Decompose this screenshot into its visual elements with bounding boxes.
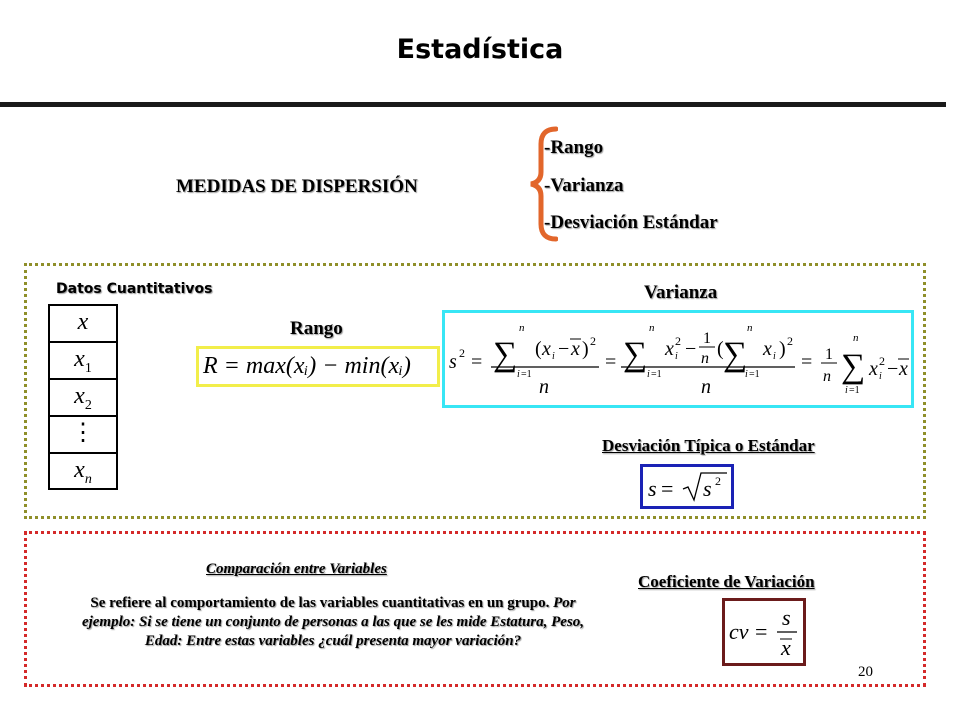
svg-text:s: s	[782, 605, 791, 630]
svg-text:=: =	[661, 476, 674, 501]
desviacion-label: Desviación Típica o Estándar	[602, 436, 815, 455]
data-cell-ellipsis: ⋮	[50, 417, 116, 454]
svg-text:n: n	[701, 376, 711, 398]
svg-text:−: −	[685, 338, 697, 360]
svg-text:=: =	[755, 619, 768, 644]
svg-text:2: 2	[459, 346, 465, 360]
svg-text:x: x	[781, 635, 791, 660]
svg-text:x: x	[542, 338, 551, 360]
svg-text:n: n	[701, 350, 709, 367]
page-number: 20	[858, 664, 873, 680]
svg-text:(: (	[535, 338, 542, 360]
varianza-formula	[442, 310, 914, 408]
svg-text:i: i	[647, 369, 650, 380]
svg-text:n: n	[649, 322, 655, 334]
svg-text:): )	[779, 338, 786, 360]
svg-text:=1: =1	[521, 369, 532, 380]
svg-text:x: x	[899, 358, 908, 380]
svg-text:n: n	[853, 332, 859, 344]
stdev-formula	[640, 464, 734, 509]
coeficiente-label: Coeficiente de Variación	[638, 572, 815, 591]
svg-text:x: x	[869, 358, 878, 380]
svg-text:=: =	[471, 351, 483, 373]
data-column	[48, 304, 118, 490]
svg-text:2: 2	[675, 334, 681, 348]
cv-equation	[725, 601, 803, 663]
svg-text:∑: ∑	[841, 348, 866, 385]
title-divider	[0, 102, 946, 107]
cv-formula	[722, 598, 806, 666]
page-title: Estadística	[396, 34, 564, 65]
svg-text:1: 1	[703, 330, 711, 347]
data-cell-x: x	[50, 306, 116, 343]
varianza-equation	[445, 313, 911, 405]
svg-text:2: 2	[590, 334, 596, 348]
svg-text:=1: =1	[849, 385, 860, 396]
svg-text:n: n	[539, 376, 549, 398]
varianza-label: Varianza	[644, 282, 718, 303]
svg-text:2: 2	[787, 334, 793, 348]
svg-text:n: n	[823, 368, 831, 385]
svg-text:1: 1	[825, 346, 833, 363]
svg-text:i: i	[745, 369, 748, 380]
svg-text:2: 2	[715, 474, 721, 488]
rango-label: Rango	[290, 318, 343, 339]
dispersion-item-rango: -Rango	[544, 137, 604, 158]
svg-text:−: −	[558, 338, 570, 360]
data-cell-x1: $x_1$	[50, 343, 116, 380]
dispersion-item-varianza: -Varianza	[544, 175, 624, 196]
svg-text:cv: cv	[729, 619, 749, 644]
data-cell-xn: $x_n$	[74, 457, 92, 487]
svg-text:x: x	[571, 338, 580, 360]
comparison-description: Se refiere al comportamiento de las variables cuantitativas en un grupo. Por ejemplo: Si se tiene un conjunto de personas a las que se les mide Estatura, Peso, Edad: Entre estas variables ¿cuál presenta mayor variación?	[81, 595, 585, 649]
svg-text:s: s	[449, 351, 457, 373]
svg-text:∑: ∑	[723, 336, 748, 373]
rango-formula: R = max(xᵢ) − min(xᵢ)	[196, 346, 440, 387]
svg-text:i: i	[552, 351, 555, 362]
svg-text:x: x	[665, 338, 674, 360]
data-cell-x2: $x_2$	[50, 380, 116, 417]
svg-text:2: 2	[879, 354, 885, 368]
datos-cuantitativos-label: Datos Cuantitativos	[56, 281, 213, 297]
svg-text:(: (	[717, 338, 724, 360]
svg-text:s: s	[703, 476, 712, 501]
svg-text:i: i	[773, 351, 776, 362]
svg-text:i: i	[845, 385, 848, 396]
dispersion-item-desviacion: -Desviación Estándar	[544, 212, 718, 233]
svg-text:i: i	[675, 351, 678, 362]
svg-text:n: n	[519, 322, 525, 334]
comparison-title: Comparación entre Variables	[206, 561, 387, 577]
svg-text:=1: =1	[749, 369, 760, 380]
svg-text:x: x	[763, 338, 772, 360]
svg-text:n: n	[747, 322, 753, 334]
svg-text:s: s	[648, 476, 657, 501]
stdev-equation	[643, 467, 731, 506]
svg-text:=: =	[605, 351, 617, 373]
svg-text:=1: =1	[651, 369, 662, 380]
svg-text:=: =	[801, 351, 813, 373]
svg-text:i: i	[517, 369, 520, 380]
svg-text:−: −	[887, 358, 899, 380]
dispersion-heading: MEDIDAS DE DISPERSIÓN	[176, 176, 418, 197]
svg-text:): )	[582, 338, 589, 360]
svg-text:∑: ∑	[493, 336, 518, 373]
svg-text:i: i	[879, 371, 882, 382]
svg-text:∑: ∑	[623, 336, 648, 373]
